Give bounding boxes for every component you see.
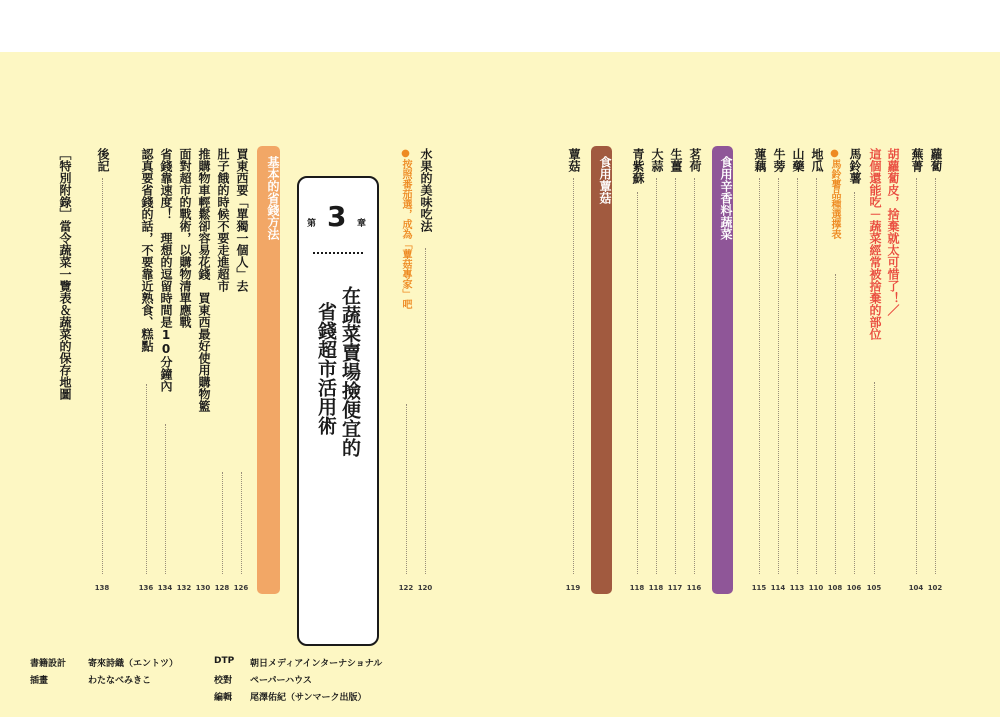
page-number: 134	[157, 584, 173, 592]
page-number: 114	[770, 584, 786, 592]
toc-entry-title[interactable]: 牛蒡	[772, 148, 786, 172]
toc-entry-title[interactable]: 生薑	[669, 148, 683, 172]
leader-dots	[835, 274, 836, 574]
leader-dots	[102, 178, 103, 574]
leader-dots	[222, 472, 223, 574]
leader-dots	[916, 178, 917, 574]
leader-dots	[935, 178, 936, 574]
page-number: 122	[398, 584, 414, 592]
page-number: 118	[648, 584, 664, 592]
section-heading-mushroom[interactable]: 食用蕈菇	[591, 146, 612, 594]
page-number: 126	[233, 584, 249, 592]
leader-dots	[241, 472, 242, 574]
leader-dots	[816, 178, 817, 574]
toc-entry-title[interactable]: 買東西要「單獨一個人」去	[235, 148, 249, 292]
credit-illust-label: 插畫	[30, 676, 49, 686]
leader-dots	[656, 178, 657, 574]
toc-entry-title[interactable]: 省錢靠速度！ 理想的逗留時間是10分鐘內	[159, 148, 173, 392]
credit-proof-value: ペーパーハウス	[250, 676, 312, 686]
section-heading-basic[interactable]: 基本的省錢方法	[257, 146, 280, 594]
credit-dtp-label: DTP	[214, 656, 235, 666]
toc-entry-title[interactable]: ●按照番茄選，成為「蕈菇專家」吧	[400, 148, 411, 309]
credit-dtp-value: 朝日メディアインターナショナル	[250, 659, 383, 669]
leader-dots	[854, 192, 855, 574]
leader-dots	[778, 178, 779, 574]
chapter-title-box	[297, 176, 379, 646]
toc-entry-title[interactable]: 面對超市的戰術，以購物清單應戰	[178, 148, 192, 328]
chapter-number: 3	[327, 200, 347, 233]
toc-entry-title[interactable]: 認真要省錢的話，不要靠近熟食、糕點	[140, 148, 154, 352]
page-number: 110	[808, 584, 824, 592]
leader-dots	[694, 178, 695, 574]
toc-entry-title[interactable]: 肚子餓的時候不要走進超市	[216, 148, 230, 292]
toc-entry-title[interactable]: 茗荷	[688, 148, 702, 172]
page-number: 116	[686, 584, 702, 592]
toc-entry-title[interactable]: 大蒜	[650, 148, 664, 172]
page-number: 128	[214, 584, 230, 592]
toc-entry-title[interactable]: 推購物車輕鬆卻容易花錢 買東西最好使用購物籃	[197, 148, 211, 412]
toc-entry-title[interactable]: 後記	[96, 148, 110, 172]
leader-dots	[406, 404, 407, 574]
credit-design-value: 寄來詩織（エントツ）	[88, 659, 179, 669]
toc-entry-title[interactable]: 這個還能吃－蔬菜經常被捨棄的部位	[868, 148, 882, 340]
page-number: 105	[866, 584, 882, 592]
page-number: 130	[195, 584, 211, 592]
chapter-title-line2: 省錢超市活用術	[315, 302, 337, 435]
page-number: 138	[94, 584, 110, 592]
toc-spread	[0, 52, 1000, 717]
leader-dots	[165, 424, 166, 574]
credit-edit-value: 尾澤佑紀（サンマーク出版）	[250, 693, 367, 703]
toc-entry-title[interactable]: ［特別附錄］當令蔬菜一覽表＆蔬菜的保存地圖	[58, 148, 72, 400]
page-number: 132	[176, 584, 192, 592]
chapter-divider	[313, 252, 363, 254]
credit-edit-label: 編輯	[214, 693, 233, 703]
page-number: 104	[908, 584, 924, 592]
leader-dots	[759, 178, 760, 574]
leader-dots	[573, 178, 574, 574]
leader-dots	[637, 192, 638, 574]
credit-illust-value: わたなべみきこ	[88, 676, 152, 686]
page-number: 136	[138, 584, 154, 592]
leader-dots	[146, 384, 147, 574]
page-number: 119	[565, 584, 581, 592]
chapter-prefix: 第	[307, 219, 317, 229]
toc-entry-title[interactable]: 青紫蘇	[631, 148, 645, 184]
page-number: 118	[629, 584, 645, 592]
leader-dots	[874, 382, 875, 574]
toc-entry-title[interactable]: 馬鈴薯	[848, 148, 862, 184]
toc-entry-title[interactable]: 蓮藕	[753, 148, 767, 172]
credit-design-label: 書籍設計	[30, 659, 67, 669]
page-number: 108	[827, 584, 843, 592]
toc-entry-title[interactable]: 蕈菇	[567, 148, 581, 172]
page-number: 113	[789, 584, 805, 592]
credit-proof-label: 校對	[214, 676, 233, 686]
page-number: 115	[751, 584, 767, 592]
chapter-number-label	[307, 200, 369, 236]
leader-dots	[675, 178, 676, 574]
page-number: 120	[417, 584, 433, 592]
toc-entry-title[interactable]: 蘿蔔	[929, 148, 943, 172]
toc-entry-title[interactable]: 胡蘿蔔皮，捨棄就太可惜了！／	[886, 148, 900, 316]
toc-entry-title[interactable]: 水果的美味吃法	[419, 148, 433, 232]
section-heading-spice[interactable]: 食用辛香料蔬菜	[712, 146, 733, 594]
toc-entry-title[interactable]: ●馬鈴薯品種選擇表	[829, 148, 840, 239]
page-number: 102	[927, 584, 943, 592]
toc-entry-title[interactable]: 蕪菁	[910, 148, 924, 172]
chapter-suffix: 章	[357, 219, 367, 229]
page-number: 106	[846, 584, 862, 592]
leader-dots	[425, 248, 426, 574]
page-number: 117	[667, 584, 683, 592]
toc-entry-title[interactable]: 山藥	[791, 148, 805, 172]
toc-entry-title[interactable]: 地瓜	[810, 148, 824, 172]
leader-dots	[797, 178, 798, 574]
chapter-title-line1: 在蔬菜賣場撿便宜的	[339, 286, 361, 457]
